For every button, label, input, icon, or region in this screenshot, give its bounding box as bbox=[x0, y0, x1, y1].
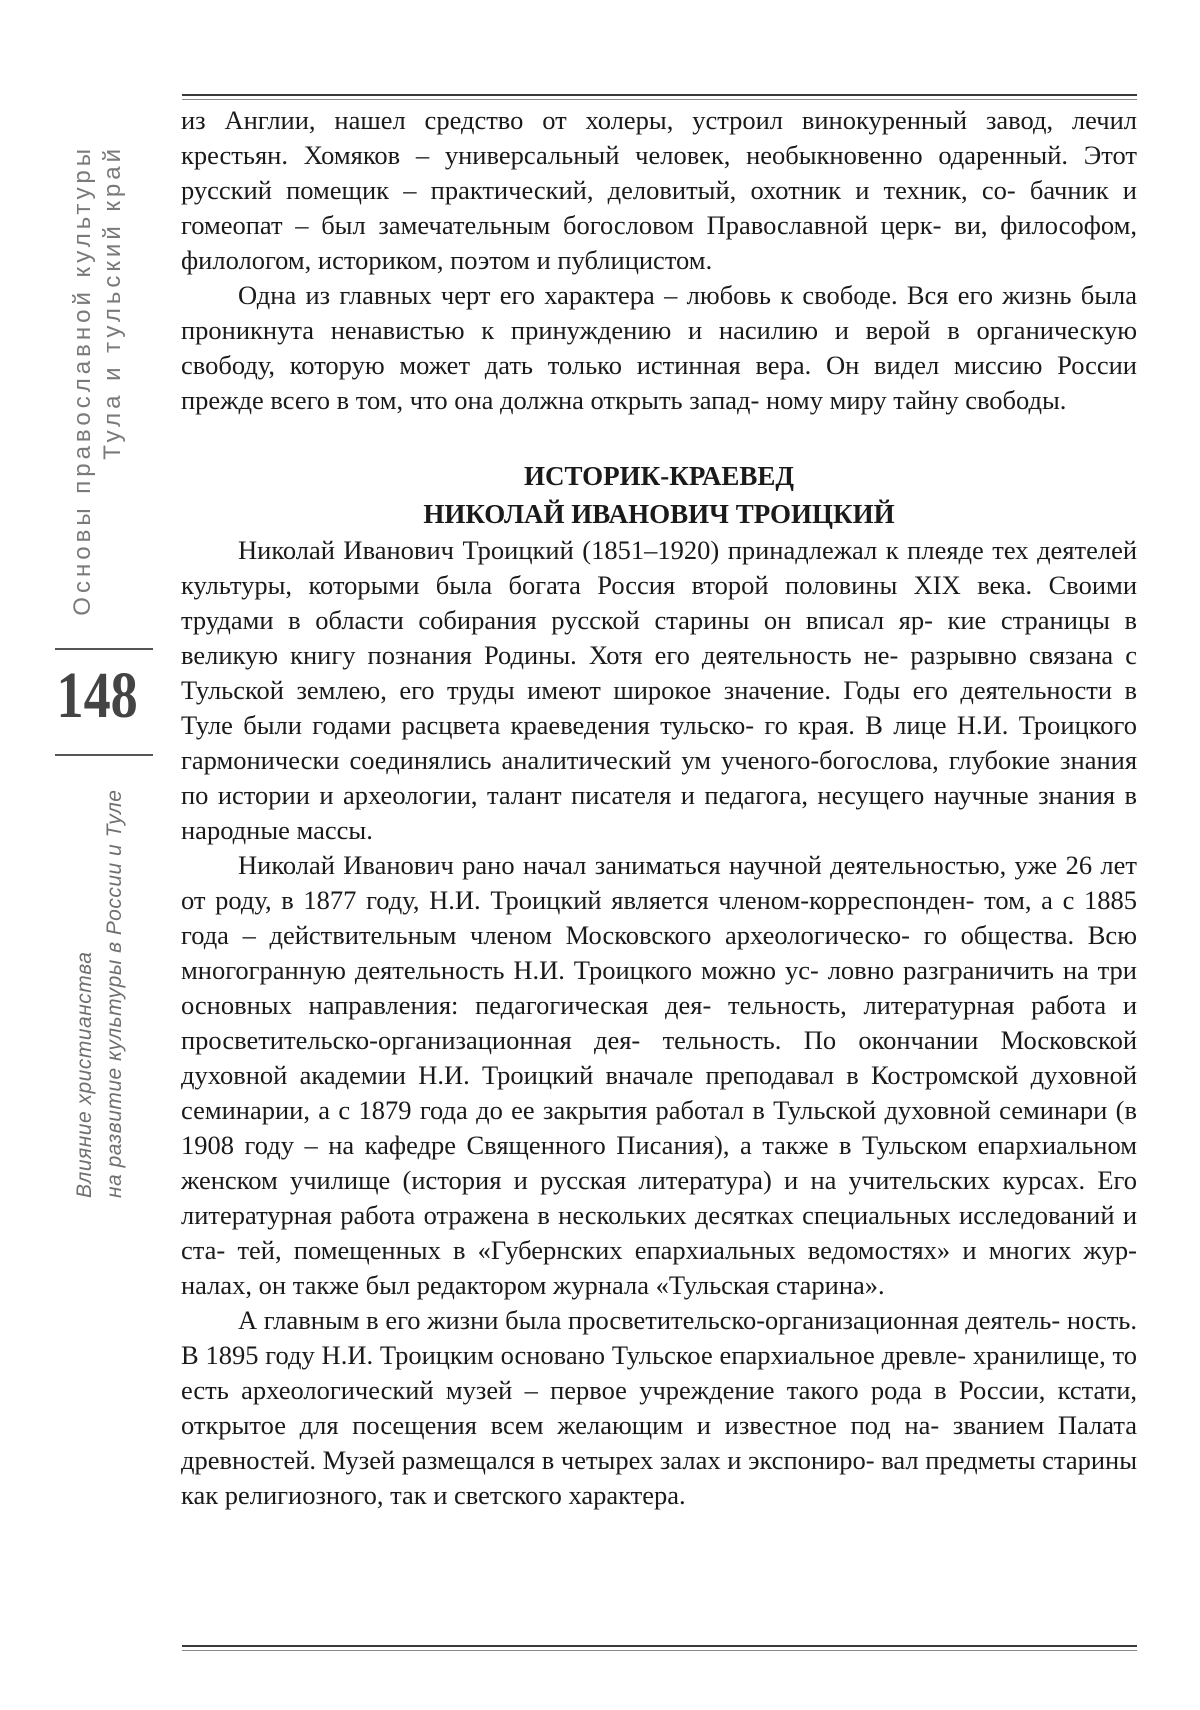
paragraph bbox=[181, 1303, 1137, 1513]
text-line: тельность. По окончании Московской духовной академии Н.И. Троицкий bbox=[181, 1025, 1138, 1090]
text-line: Николай Иванович рано начал заниматься научной деятельностью, уже bbox=[238, 850, 1058, 880]
subtitle-sidebar bbox=[70, 776, 132, 1198]
text-line: бачник и гомеопат – был замечательным богословом Православной церк- bbox=[181, 175, 1137, 240]
paragraphs-after-heading bbox=[181, 533, 1137, 1513]
text-line: писателя и педагога, несущего научные знания в народные массы. bbox=[181, 780, 1137, 845]
series-title-sidebar bbox=[68, 145, 130, 641]
text-line: в органическую свободу, которую может дать только истинная вера. Он bbox=[181, 315, 1137, 380]
page-body bbox=[181, 103, 1137, 1513]
text-line: го общества. Всю многогранную деятельность Н.И. Троицкого можно ус- bbox=[181, 920, 1137, 985]
text-line: Николай Иванович Троицкий (1851–1920) принадлежал к плеяде тех bbox=[238, 535, 1029, 565]
paragraph bbox=[181, 278, 1137, 418]
text-line: ви, философом, филологом, историком, поэтом и публицистом. bbox=[181, 210, 1138, 275]
text-line: Этот русский помещик – практический, деловитый, охотник и техник, со- bbox=[181, 140, 1137, 205]
section-heading-line-2: НИКОЛАЙ ИВАНОВИЧ ТРОИЦКИЙ bbox=[423, 499, 895, 529]
page-number-rule-top bbox=[55, 648, 153, 650]
text-line: работа отражена в нескольких десятках специальных исследований и ста- bbox=[181, 1200, 1137, 1265]
section-heading bbox=[181, 457, 1137, 533]
paragraphs-before-heading bbox=[181, 103, 1137, 418]
text-line: (история и русская литература) и на учительских курсах. Его литературная bbox=[181, 1165, 1138, 1230]
subtitle-line-2: на развитие культуры в России и Туле bbox=[103, 789, 126, 1198]
header-rule bbox=[182, 94, 1137, 96]
text-line: хранилище, то есть археологический музей – первое учреждение такого рода bbox=[181, 1340, 1138, 1405]
footer-rule bbox=[182, 1645, 1137, 1647]
text-line: в России, кстати, открытое для посещения всем желающим и известное под на- bbox=[181, 1375, 1138, 1440]
paragraph bbox=[181, 103, 1137, 278]
page-number: 148 bbox=[56, 659, 138, 732]
series-title-line-2: Тула и тульский край bbox=[99, 145, 126, 460]
text-line: Священного Писания), а также в Тульском епархиальном женском училище bbox=[181, 1130, 1137, 1195]
text-line: тей, помещенных в «Губернских епархиальных ведомостях» и многих жур- bbox=[237, 1235, 1138, 1265]
section-heading-line-1: ИСТОРИК-КРАЕВЕД bbox=[524, 461, 794, 491]
text-line: разрывно связана с Тульской землею, его труды имеют широкое значение. bbox=[181, 640, 1138, 705]
series-title-line-1: Основы православной культуры bbox=[69, 145, 96, 616]
text-line: из Англии, нашел средство от холеры, устроил винокуренный завод, лечил bbox=[181, 105, 1137, 135]
text-line: А главным в его жизни была просветительско-организационная деятель- bbox=[238, 1305, 1061, 1335]
text-line: 26 лет от роду, в 1877 году, Н.И. Троицкий является членом-корреспонден- bbox=[181, 850, 1137, 915]
text-line: видел миссию России прежде всего в том, что она должна открыть запад- bbox=[181, 350, 1137, 415]
text-line: века. Своими трудами в области собирания русской старины он вписал яр- bbox=[181, 570, 1137, 635]
text-line: налах, он также был редактором журнала «Тульская старина». bbox=[181, 1270, 885, 1300]
text-line: вначале преподавал в Костромской духовной семинарии, а с 1879 года до ее bbox=[181, 1060, 1137, 1125]
text-line: ум ученого-богослова, глубокие знания по истории и археологии, талант bbox=[181, 745, 1138, 810]
text-line: крестьян. Хомяков – универсальный человек, необыкновенно одаренный. bbox=[181, 140, 1069, 170]
text-line: Годы его деятельности в Туле были годами расцвета краеведения тульско- bbox=[181, 675, 1138, 740]
text-line: жизнь была проникнута ненавистью к принуждению и насилию и верой bbox=[181, 280, 1138, 345]
text-line: Одна из главных черт его характера – любовь к свободе. Вся его bbox=[238, 280, 993, 310]
text-line: том, а с 1885 года – действительным членом Московского археологическо- bbox=[181, 885, 1138, 950]
text-line: вал предметы старины как религиозного, так и светского характера. bbox=[181, 1445, 1138, 1510]
text-line: кие страницы в великую книгу познания Родины. Хотя его деятельность не- bbox=[181, 605, 1137, 670]
text-line: закрытия работал в Тульской духовной семинари (в 1908 году – на кафедре bbox=[181, 1095, 1138, 1160]
text-line: ность. В 1895 году Н.И. Троицким основано Тульское епархиальное древле- bbox=[181, 1305, 1138, 1370]
paragraph bbox=[181, 533, 1137, 848]
text-line: ловно разграничить на три основных направления: педагогическая дея- bbox=[181, 955, 1137, 1020]
text-line: тельность, литературная работа и просветительско-организационная дея- bbox=[181, 990, 1138, 1055]
text-line: ному миру тайну свободы. bbox=[766, 385, 1067, 415]
text-line: го края. В лице Н.И. Троицкого гармонически соединялись аналитический bbox=[181, 710, 1137, 775]
text-line: деятелей культуры, которыми была богата Россия второй половины XIX bbox=[181, 535, 1138, 600]
subtitle-line-1: Влияние христианства bbox=[73, 951, 96, 1198]
page-number-rule-bottom bbox=[55, 754, 153, 756]
paragraph bbox=[181, 848, 1137, 1303]
text-line: званием Палата древностей. Музей размещался в четырех залах и экспониро- bbox=[181, 1410, 1137, 1475]
